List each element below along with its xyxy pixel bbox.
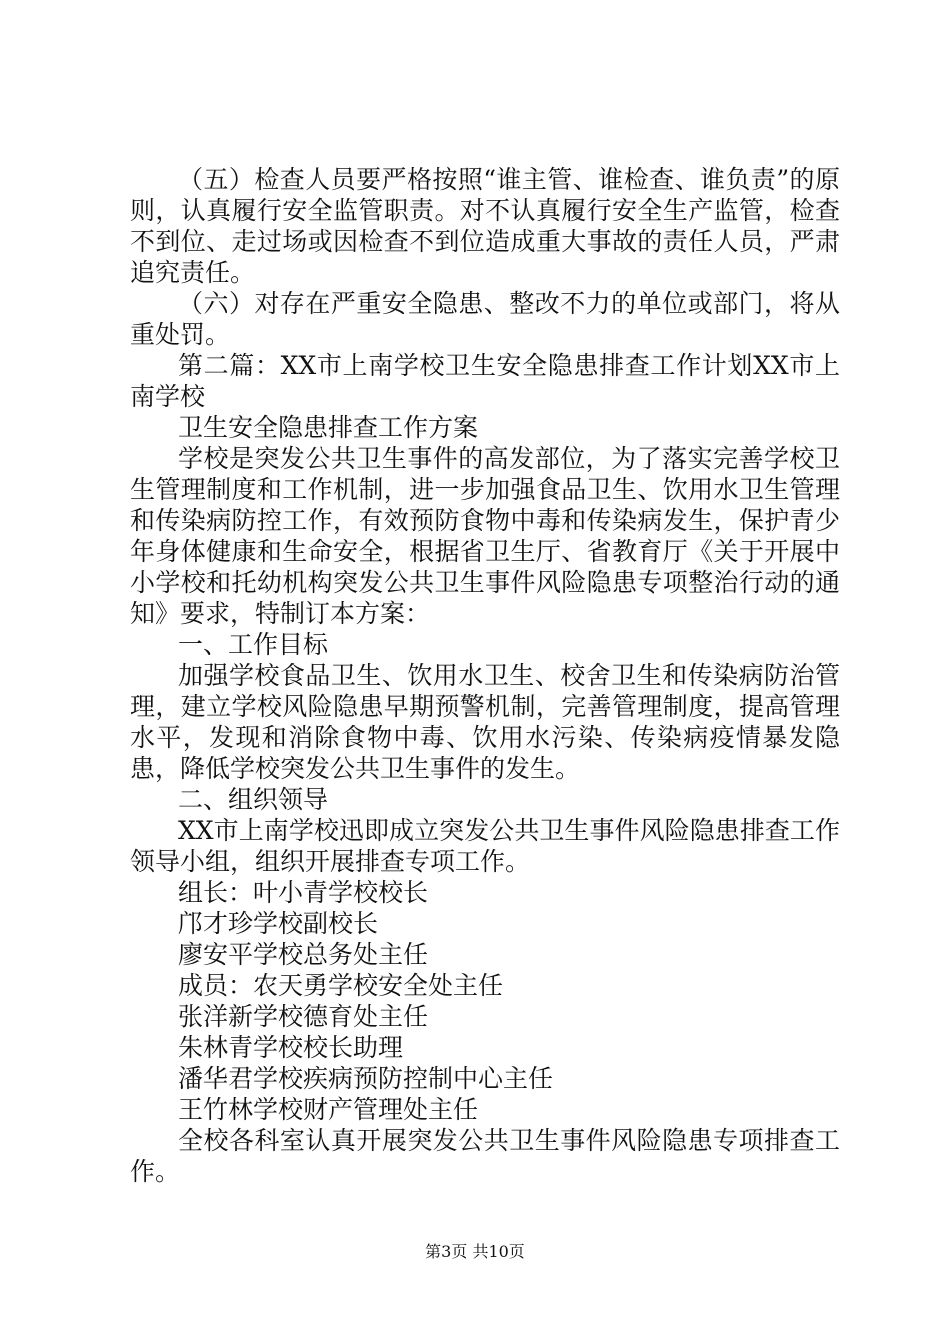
paragraph-item-5: （五）检查人员要严格按照“谁主管、谁检查、谁负责”的原则，认真履行安全监管职责。对不认真履行安全生产监管，检查不到位、走过场或因检查不到位造成重大事故的责任人员，严肃追究责任。 [130, 165, 840, 287]
member-line: 潘华君学校疾病预防控制中心主任 [178, 1064, 554, 1093]
organization-paragraph: XX市上南学校迅即成立突发公共卫生事件风险隐患排查工作领导小组，组织开展排查专项工作。 [130, 816, 840, 876]
page-number-label: 第3页 共10页 [425, 1242, 525, 1261]
goals-paragraph: 加强学校食品卫生、饮用水卫生、校舍卫生和传染病防治管理，建立学校风险隐患早期预警机制，完善管理制度，提高管理水平，发现和消除食物中毒、饮用水污染、传染病疫情暴发隐患，降低学校突发公共卫生事件的发生。 [130, 661, 840, 783]
member-line: 成员：农天勇学校安全处主任 [178, 971, 504, 1000]
member-line: 张洋新学校德育处主任 [178, 1002, 429, 1031]
heading-organization: 二、组织领导 [178, 785, 329, 814]
section-heading-part-two: 第二篇：XX市上南学校卫生安全隐患排查工作计划XX市上南学校 [130, 351, 840, 411]
closing-paragraph: 全校各科室认真开展突发公共卫生事件风险隐患专项排查工作。 [130, 1126, 840, 1186]
member-line: 王竹林学校财产管理处主任 [178, 1095, 479, 1124]
member-line: 朱林青学校校长助理 [178, 1033, 404, 1062]
heading-work-goals: 一、工作目标 [178, 630, 329, 659]
paragraph-item-6: （六）对存在严重安全隐患、整改不力的单位或部门，将从重处罚。 [130, 289, 840, 349]
document-body [130, 164, 840, 1187]
page-footer [0, 1242, 950, 1262]
member-line: 廖安平学校总务处主任 [178, 940, 429, 969]
member-line: 组长：叶小青学校校长 [178, 878, 429, 907]
plan-title: 卫生安全隐患排查工作方案 [178, 413, 479, 442]
intro-paragraph: 学校是突发公共卫生事件的高发部位，为了落实完善学校卫生管理制度和工作机制，进一步加强食品卫生、饮用水卫生管理和传染病防控工作，有效预防食物中毒和传染病发生，保护青少年身体健康和生命安全，根据省卫生厅、省教育厅《关于开展中小学校和托幼机构突发公共卫生事件风险隐患专项整治行动的通知》要求，特制订本方案： [130, 444, 840, 628]
member-line: 邝才珍学校副校长 [178, 909, 379, 938]
